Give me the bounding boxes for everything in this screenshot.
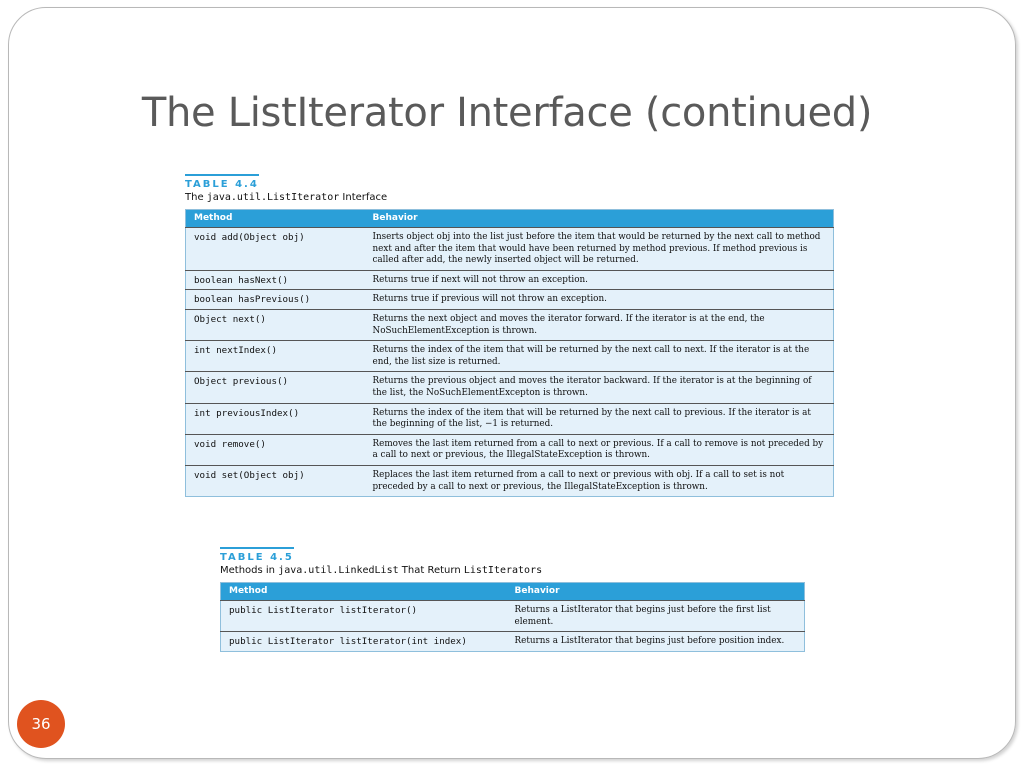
method-cell: void remove() [186,434,365,465]
header-row [186,210,834,228]
caption-text: Interface [339,192,388,203]
behavior-cell: Returns true if next will not throw an exception. [365,270,834,290]
behavior-cell: Returns the index of the item that will be returned by the next call to next. If the iterator is at the end, the list size is returned. [365,341,834,372]
method-cell: int previousIndex() [186,403,365,434]
behavior-cell: Returns true if previous will not throw an exception. [365,290,834,310]
method-cell: void set(Object obj) [186,465,365,496]
linkedlist-table [220,545,805,652]
method-cell: boolean hasPrevious() [186,290,365,310]
table-row [186,403,834,434]
table-label: TABLE 4.5 [220,547,294,563]
behavior-cell: Inserts object obj into the list just before the item that would be returned by the next call to method next and after the item that would have been returned by method previous. If method previous is called after add, the newly inserted object will be returned. [365,228,834,271]
table-row [186,228,834,271]
method-table [220,582,805,652]
behavior-cell: Returns the next object and moves the iterator forward. If the iterator is at the end, the NoSuchElementException is thrown. [365,309,834,340]
behavior-cell: Returns a ListIterator that begins just before the first list element. [507,601,805,632]
listiterator-table [185,172,834,497]
column-header-behavior: Behavior [507,583,805,601]
table-row [186,372,834,403]
column-header-method: Method [186,210,365,228]
behavior-cell: Replaces the last item returned from a call to next or previous with obj. If a call to set is not preceded by a call to next or previous, the IllegalStateException is thrown. [365,465,834,496]
table-label: TABLE 4.4 [185,174,259,190]
table-row [221,601,805,632]
table-row [186,290,834,310]
caption-text: The [185,192,207,203]
header-row [221,583,805,601]
caption-code: java.util.ListIterator [206,192,340,203]
method-cell: int nextIndex() [186,341,365,372]
behavior-cell: Returns the previous object and moves the iterator backward. If the iterator is at the beginning of the list, the NoSuchElementExcepton is thrown. [365,372,834,403]
column-header-behavior: Behavior [365,210,834,228]
slide-title: The ListIterator Interface (continued) [141,90,873,136]
behavior-cell: Removes the last item returned from a call to next or previous. If a call to remove is not preceded by a call to next or previous, the IllegalStateException is thrown. [365,434,834,465]
caption-text: Methods in [220,565,279,576]
table-row [186,270,834,290]
caption-code: java.util.LinkedList [278,565,399,576]
method-table [185,209,834,497]
method-cell: void add(Object obj) [186,228,365,271]
method-cell: Object next() [186,309,365,340]
table-row [186,309,834,340]
method-cell: public ListIterator listIterator() [221,601,507,632]
table-row [221,632,805,652]
column-header-method: Method [221,583,507,601]
behavior-cell: Returns the index of the item that will be returned by the next call to previous. If the iterator is at the beginning of the list, −1 is returned. [365,403,834,434]
table-caption [220,565,805,576]
caption-text: That Return [398,565,464,576]
page-number-badge: 36 [17,700,65,748]
caption-code: ListIterators [463,565,543,576]
table-row [186,465,834,496]
method-cell: boolean hasNext() [186,270,365,290]
behavior-cell: Returns a ListIterator that begins just before position index. [507,632,805,652]
table-row [186,341,834,372]
method-cell: public ListIterator listIterator(int index) [221,632,507,652]
method-cell: Object previous() [186,372,365,403]
table-caption [185,192,834,203]
table-row [186,434,834,465]
